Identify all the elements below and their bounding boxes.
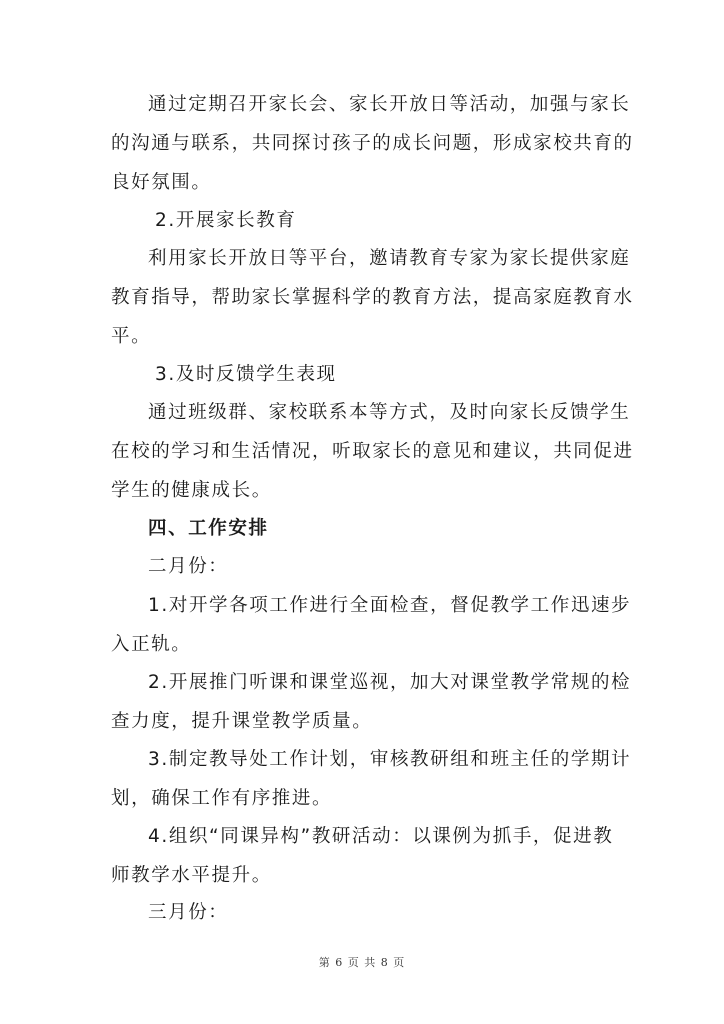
paragraph-line: 通过定期召开家长会、家长开放日等活动，加强与家长 xyxy=(148,94,631,115)
month-label: 二月份： xyxy=(148,556,229,577)
paragraph-line: 查力度，提升课堂教学质量。 xyxy=(111,711,373,732)
paragraph-line: 2.开展推门听课和课堂巡视，加大对课堂教学常规的检 xyxy=(148,672,632,693)
paragraph-line: 4.组织“同课异构”教研活动：以课例为抓手，促进教 xyxy=(148,826,614,847)
paragraph-line: 在校的学习和生活情况，听取家长的意见和建议，共同促进 xyxy=(111,441,634,462)
paragraph-line: 教育指导，帮助家长掌握科学的教育方法，提高家庭教育水 xyxy=(111,287,634,308)
paragraph-line: 的沟通与联系，共同探讨孩子的成长问题，形成家校共育的 xyxy=(111,133,634,154)
paragraph-line: 利用家长开放日等平台，邀请教育专家为家长提供家庭 xyxy=(148,248,631,269)
month-label: 三月份： xyxy=(148,902,229,923)
paragraph-line: 1.对开学各项工作进行全面检查，督促教学工作迅速步 xyxy=(148,595,632,616)
subheading: 2.开展家长教育 xyxy=(155,210,297,231)
paragraph-line: 良好氛围。 xyxy=(111,172,212,193)
paragraph-line: 平。 xyxy=(111,326,152,347)
section-title: 四、工作安排 xyxy=(148,518,269,539)
paragraph-line: 划，确保工作有序推进。 xyxy=(111,788,333,809)
paragraph-line: 学生的健康成长。 xyxy=(111,480,272,501)
paragraph-line: 入正轨。 xyxy=(111,634,192,655)
paragraph-line: 师教学水平提升。 xyxy=(111,865,272,886)
paragraph-line: 通过班级群、家校联系本等方式，及时向家长反馈学生 xyxy=(148,402,631,423)
paragraph-line: 3.制定教导处工作计划，审核教研组和班主任的学期计 xyxy=(148,749,632,770)
subheading: 3.及时反馈学生表现 xyxy=(155,364,337,385)
page-footer: 第 6 页 共 8 页 xyxy=(318,956,406,969)
